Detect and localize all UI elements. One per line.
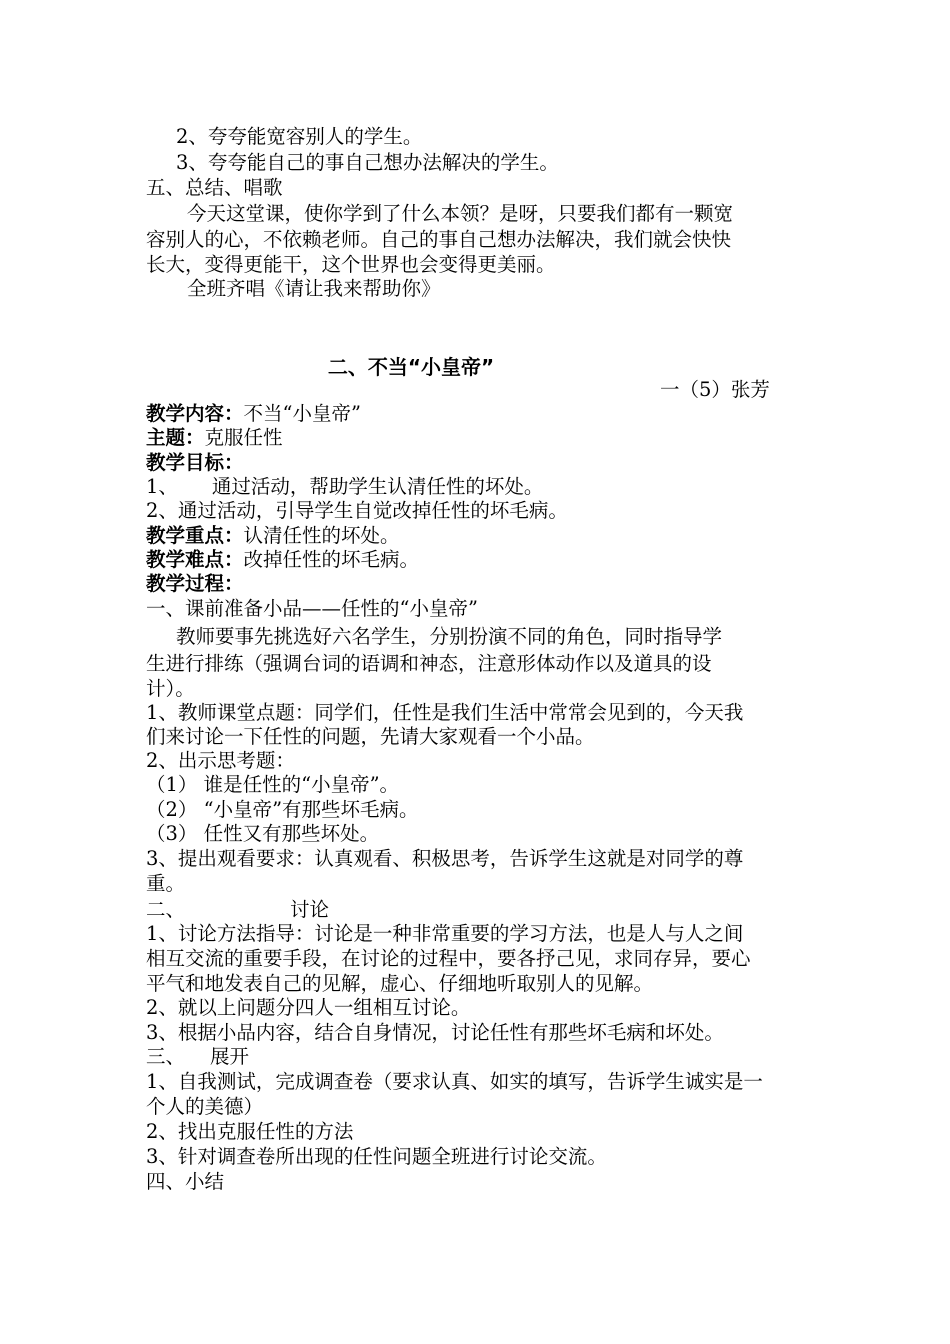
theme-row (146, 425, 283, 450)
section-3-item-1: 1、自我测试，完成调查卷（要求认真、如实的填写，告诉学生诚实是一 (146, 1070, 763, 1093)
teaching-content-value: 不当“小皇帝” (243, 402, 361, 425)
teaching-difficulty-value: 改掉任性的坏毛病。 (243, 548, 420, 571)
section-1-heading: 一、课前准备小品——任性的“小皇帝” (146, 597, 478, 620)
section-3-item-1-cont: 个人的美德） (146, 1095, 264, 1118)
section-2-item-1-cont: 相互交流的重要手段，在讨论的过程中，要各抒己见，求同存异，要心 (146, 947, 751, 970)
lesson-author: 一（5）张芳 (660, 378, 770, 401)
summary-paragraph-line: 今天这堂课，使你学到了什么本领？是呀，只要我们都有一颗宽 (187, 202, 734, 225)
section-1-paragraph-line: 教师要事先挑选好六名学生，分别扮演不同的角色，同时指导学 (176, 625, 723, 648)
section-1-paragraph-line: 计）。 (146, 677, 195, 700)
section-2-item-1-cont: 平气和地发表自己的见解，虚心、仔细地听取别人的见解。 (146, 972, 654, 995)
section-3-heading (146, 1044, 249, 1069)
section-1-item-1-cont: 们来讨论一下任性的问题，先请大家观看一个小品。 (146, 725, 595, 748)
previous-list-item-2: 2、夸夸能宽容别人的学生。 (176, 125, 423, 148)
section-1-item-1: 1、教师课堂点题：同学们，任性是我们生活中常常会见到的，今天我 (146, 701, 744, 724)
goal-item-1-number: 1、 (146, 475, 178, 498)
teaching-difficulty-row (146, 547, 419, 572)
section-1-item-2: 2、出示思考题： (146, 749, 295, 772)
section-2-title: 讨论 (290, 898, 330, 921)
section-2-item-3: 3、根据小品内容，结合自身情况，讨论任性有那些坏毛病和坏处。 (146, 1021, 724, 1044)
teaching-content-label: 教学内容： (146, 402, 244, 425)
lesson-title: 二、不当“小皇帝” (327, 355, 495, 379)
section-3-title: 展开 (210, 1045, 250, 1068)
goal-item-1 (146, 474, 543, 499)
previous-list-item-3: 3、夸夸能自己的事自己想办法解决的学生。 (176, 151, 559, 174)
goal-item-2: 2、通过活动，引导学生自觉改掉任性的坏毛病。 (146, 499, 568, 522)
question-2: （2） “小皇帝”有那些坏毛病。 (146, 798, 419, 821)
section-2-item-1: 1、讨论方法指导：讨论是一种非常重要的学习方法，也是人与人之间 (146, 922, 744, 945)
section-2-item-2: 2、就以上问题分四人一组相互讨论。 (146, 996, 471, 1019)
teaching-focus-label: 教学重点： (146, 524, 244, 547)
section-2-heading (146, 897, 329, 922)
teaching-difficulty-label: 教学难点： (146, 548, 244, 571)
summary-paragraph-line: 容别人的心，不依赖老师。自己的事自己想办法解决，我们就会快快 (146, 228, 732, 251)
section-3-item-3: 3、针对调查卷所出现的任性问题全班进行讨论交流。 (146, 1145, 607, 1168)
teaching-process-label: 教学过程： (146, 572, 244, 595)
section-4-heading: 四、小结 (146, 1170, 225, 1193)
section-heading-summary: 五、总结、唱歌 (146, 176, 283, 199)
teaching-content-row (146, 401, 361, 426)
section-1-item-3-cont: 重。 (146, 872, 186, 895)
question-3: （3） 任性又有那些坏处。 (146, 822, 380, 845)
goal-item-1-text: 通过活动，帮助学生认清任性的坏处。 (211, 475, 544, 498)
teaching-focus-row (146, 523, 400, 548)
summary-song-line: 全班齐唱《请让我来帮助你》 (187, 277, 441, 300)
teaching-focus-value: 认清任性的坏处。 (243, 524, 400, 547)
question-1: （1） 谁是任性的“小皇帝”。 (146, 773, 400, 796)
summary-paragraph-line: 长大，变得更能干，这个世界也会变得更美丽。 (146, 253, 556, 276)
theme-value: 克服任性 (204, 426, 283, 449)
theme-label: 主题： (146, 426, 205, 449)
teaching-goals-label: 教学目标： (146, 451, 244, 474)
section-3-number: 三、 (146, 1045, 186, 1068)
section-2-number: 二、 (146, 898, 186, 921)
section-3-item-2: 2、找出克服任性的方法 (146, 1120, 354, 1143)
section-1-paragraph-line: 生进行排练（强调台词的语调和神态，注意形体动作以及道具的设 (146, 652, 712, 675)
section-1-item-3: 3、提出观看要求：认真观看、积极思考，告诉学生这就是对同学的尊 (146, 847, 744, 870)
